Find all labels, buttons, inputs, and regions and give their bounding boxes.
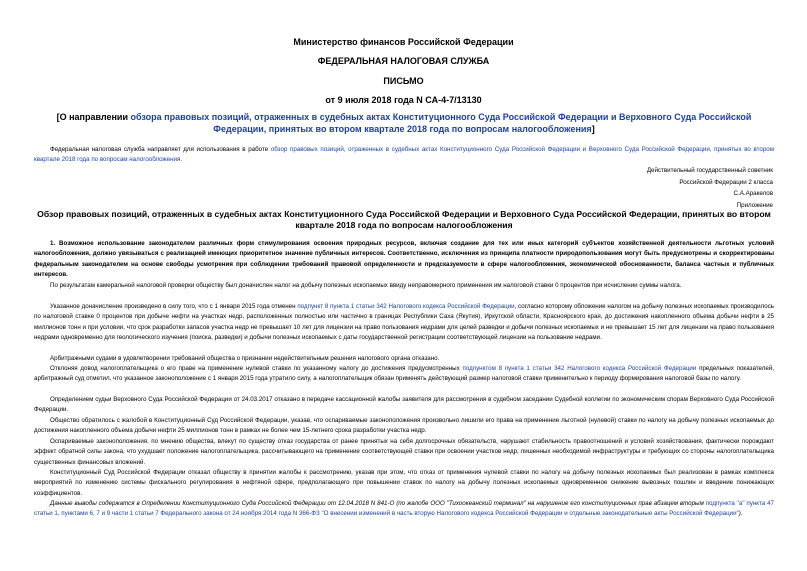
sources-text: Данные выводы содержатся в Определении Конституционного Суда Российской Федерации от 12.04.2018 N 841-О (по жалобе ООО "Тихоокеанский терминал" на нарушение его конституционных прав абзацем вторым [50, 500, 706, 507]
review-title: Обзор правовых позиций, отраженных в судебных актах Конституционного Суда Российской Федерации и Верховного Суда Российской Федерации, принятых во втором квартале 2018 года по вопросам налогообложения [37, 209, 771, 230]
subject-link[interactable]: обзора правовых позиций, отраженных в судебных актах Конституционного Суда Российской Федерации и Верховного Суда Российской Федерации, принятых во втором квартале 2018 года по вопросам налогообложения [130, 112, 752, 134]
refusal-text: Отклоняя довод налогоплательщика о его праве на применение нулевой ставки по указанному налогу до достижения предусмотренных [50, 365, 463, 372]
document-subject [34, 111, 774, 135]
signature-position: Действительный государственный советник [646, 167, 773, 174]
paragraph-audit: По результатам камеральной налоговой проверки обществу был доначислен налог на добычу полезных ископаемых ввиду неправомерного применения им налоговой ставки 0 процентов при исчислении суммы налога. [50, 282, 682, 289]
intro-text: Федеральная налоговая служба направляет для использования в работе [50, 146, 271, 153]
intro-end: . [180, 156, 183, 164]
paragraph-refusal [34, 364, 774, 385]
paragraph-complaint: Общество обратилось с жалобой в Конституционный Суд Российской Федерации, указав, что оспариваемые законоположения произвольно лишили его права на применение льготной (нулевой) ставки по налогу на добычу полезных ископаемых до достижения накопленного объема добычи нефти 25 миллионов тонн в рамках не более чем 15-летнего срока разработки участка недр. [34, 417, 774, 435]
appendix-label: Приложение [736, 202, 773, 209]
paragraph-contested: Оспариваемые законоположения, по мнению общества, влекут по существу отказ государства от ранее принятых на себя долгосрочных обязательств, нарушают стабильность правоотношений и условий хозяйствования, фактически порождают эффект обратной силы закона, что ухудшает положение налогоплательщика, рассчитывающего на применение соответствующей ставки при освоении участков недр, лишенных необходимой инфраструктуры и требующих со стороны налогоплательщика существенных финансовых вложений. [34, 438, 774, 466]
subject-close: ] [591, 124, 595, 134]
doc-date-number: от 9 июля 2018 года N СА-4-7/13130 [325, 95, 482, 105]
intro-link[interactable]: обзор правовых позиций, отраженных в судебных актах Конституционного Суда Российской Федерации и Верховного Суда Российской Федерации, принятых во втором квартале 2018 года по вопросам налогообложения [34, 146, 775, 164]
refusal-link[interactable]: подпунктом 8 пункта 1 статьи 342 Налогового кодекса Российской Федерации [462, 365, 697, 372]
doc-type-heading: ПИСЬМО [383, 76, 424, 86]
paragraph-constitutional-court: Конституционный Суд Российской Федерации отказал обществу в принятии жалобы к рассмотрению, указав при этом, что отказ от применения нулевой ставки по налогу на добычу полезных ископаемых был реализован в рамках комплекса мероприятий по изменению системы фискального регулирования в нефтяной сфере, предполагающего при повышении ставок по налогу на добычу полезных ископаемых одновременное снижение вывозных пошлин и введение понижающих коэффициентов. [34, 469, 774, 497]
subject-open: [О направлении [56, 112, 131, 122]
paragraph-supreme-court: Определением судьи Верховного Суда Российской Федерации от 24.03.2017 отказано в передаче кассационной жалобы заявителя для рассмотрения в судебном заседании Судебной коллегии по экономическим спорам Верховного Суда Российской Федерации. [34, 396, 774, 414]
sources-text-end: ). [738, 510, 743, 518]
signature-name: С.А.Аракелов [733, 190, 773, 197]
accrual-text-end: , согласно которому обложение налогом на добычу полезных ископаемых производилось по налоговой ставке 0 процентов при добыче нефти на участках недр, расположенных полностью или частично в границах Республики Саха (Якутия), Иркутской области, Красноярского края, до достижения накопленного объема добычи нефти в 25 миллионов тонн и при условии, что срок разработки запасов участка недр не превышает 10 лет для лицензии на право пользования недрами для целей разведки и добычи полезных ископаемых и не превышает 15 лет для лицензии на право пользования недрами одновременно для геологического изучения (поиска, разведки) и добычи полезных ископаемых с даты государственной регистрации соответствующей лицензии на пользование недрами. [34, 303, 775, 342]
intro-paragraph [34, 145, 774, 166]
accrual-text: Указанное доначисление произведено в силу того, что с 1 января 2015 года отменен [50, 303, 298, 310]
paragraph-sources [34, 499, 774, 520]
refusal-text-end: предельных показателей, арбитражный суд отметил, что указанное законоположение с 1 января 2015 года утратило силу, а налогоплательщик обязан применять действующий размер налоговой ставки применительно к периоду формирования налоговой базы по налогу. [34, 365, 774, 383]
ministry-heading: Министерство финансов Российской Федерации [293, 37, 514, 47]
paragraph-courts: Арбитражными судами в удовлетворении требований общества о признании недействительным решения налогового органа отказано. [50, 355, 440, 362]
point-1-heading: 1. Возможное использование законодателем различных форм стимулирования освоения природных ресурсов, включая создание для тех или иных категорий субъектов хозяйственной деятельности льготных условий налогообложения, должно увязываться с реализацией имеющих приоритетное значение публичных интересов. Соответственно, исключения из принципа платности природопользования могут быть предусмотрены и скорректированы федеральным законодателем на основе свободы усмотрения при соблюдении требований правовой определенности и предсказуемости в сфере налогообложения, экономической обоснованности, баланса частных и публичных интересов. [34, 240, 774, 279]
sources-link[interactable]: подпункта "а" пункта 47 статьи 1, пунктами 6, 7 и 9 части 1 статьи 7 Федерального закона от 24 ноября 2014 года N 366-ФЗ "О внесении изменений в часть вторую Налогового кодекса Российской Федерации и отдельные законодательные акты Российской Федерации" [34, 500, 774, 518]
signature-rank: Российской Федерации 2 класса [679, 179, 773, 186]
accrual-link[interactable]: подпункт 8 пункта 1 статьи 342 Налогового кодекса Российской Федерации [297, 303, 515, 310]
paragraph-accrual [34, 302, 774, 344]
service-heading: ФЕДЕРАЛЬНАЯ НАЛОГОВАЯ СЛУЖБА [317, 56, 490, 66]
